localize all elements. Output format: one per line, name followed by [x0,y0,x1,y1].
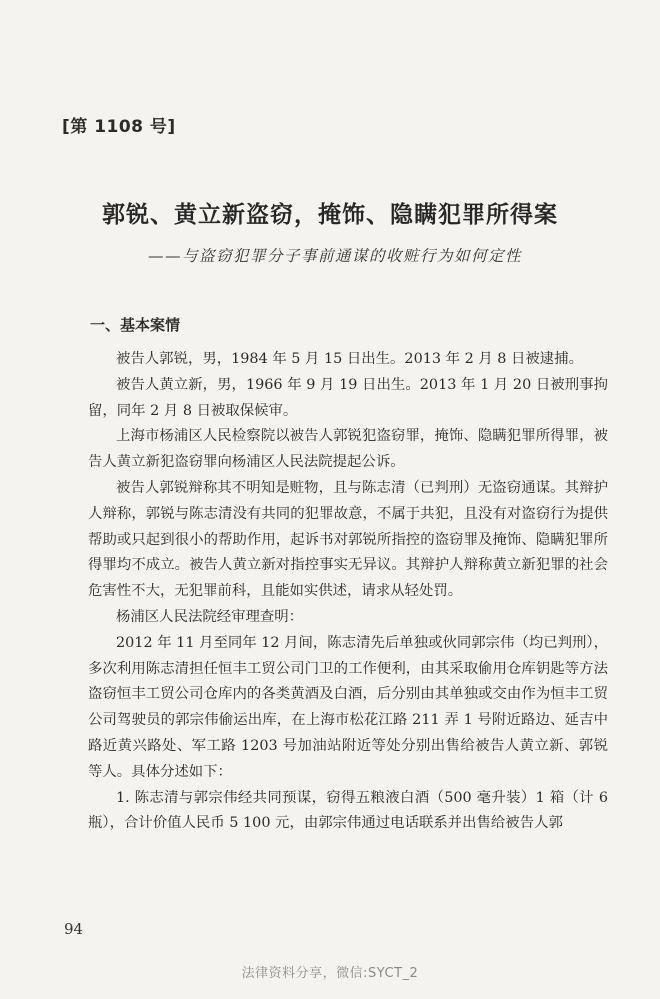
section-heading: 一、基本案情 [90,316,181,334]
case-subtitle: ——与盗窃犯罪分子事前通谋的收赃行为如何定性 [148,247,523,265]
case-title: 郭锐、黄立新盗窃，掩饰、隐瞒犯罪所得案 [102,201,558,228]
paragraph: 上海市杨浦区人民检察院以被告人郭锐犯盗窃罪，掩饰、隐瞒犯罪所得罪，被告人黄立新犯盗窃罪向杨浦区人民法院提起公诉。 [88,428,608,471]
paragraph: 1. 陈志清与郭宗伟经共同预谋，窃得五粮液白酒（500 毫升装）1 箱（计 6 瓶），合计价值人民币 5 100 元，由郭宗伟通过电话联系并出售给被告人郭 [88,789,608,832]
page-number: 94 [64,920,84,938]
paragraph: 被告人郭锐，男，1984 年 5 月 15 日出生。2013 年 2 月 8 日被逮捕。 [116,351,583,367]
paragraph: 2012 年 11 月至同年 12 月间，陈志清先后单独或伙同郭宗伟（均已判刑），多次利用陈志清担任恒丰工贸公司门卫的工作便利，由其采取偷用仓库钥匙等方法盗窃恒丰工贸公司仓库内的各类黄酒及白酒，后分别由其单独或交由作为恒丰工贸公司驾驶员的郭宗伟偷运出库，在上海市松花江路 211 弄 1 号附近路边、延吉中路近黄兴路处、军工路 1203 号加油站附近等处分别出售给被告人黄立新、郭锐等人。具体分述如下： [88,634,608,780]
paragraph: 被告人黄立新，男，1966 年 9 月 19 日出生。2013 年 1 月 20 日被刑事拘留，同年 2 月 8 日被取保候审。 [88,376,608,419]
body-text [88,347,608,837]
case-number: [第 1108 号] [62,117,176,137]
watermark-text: 法律资料分享，微信:SYCT_2 [241,966,419,981]
paragraph: 被告人郭锐辩称其不明知是赃物，且与陈志清（已判刑）无盗窃通谋。其辩护人辩称，郭锐与陈志清没有共同的犯罪故意，不属于共犯，且没有对盗窃行为提供帮助或只起到很小的帮助作用，起诉书对郭锐所指控的盗窃罪及掩饰、隐瞒犯罪所得罪均不成立。被告人黄立新对指控事实无异议。其辩护人辩称黄立新犯罪的社会危害性不大，无犯罪前科，且能如实供述，请求从轻处罚。 [88,479,608,600]
paragraph: 杨浦区人民法院经审理查明： [116,608,304,625]
